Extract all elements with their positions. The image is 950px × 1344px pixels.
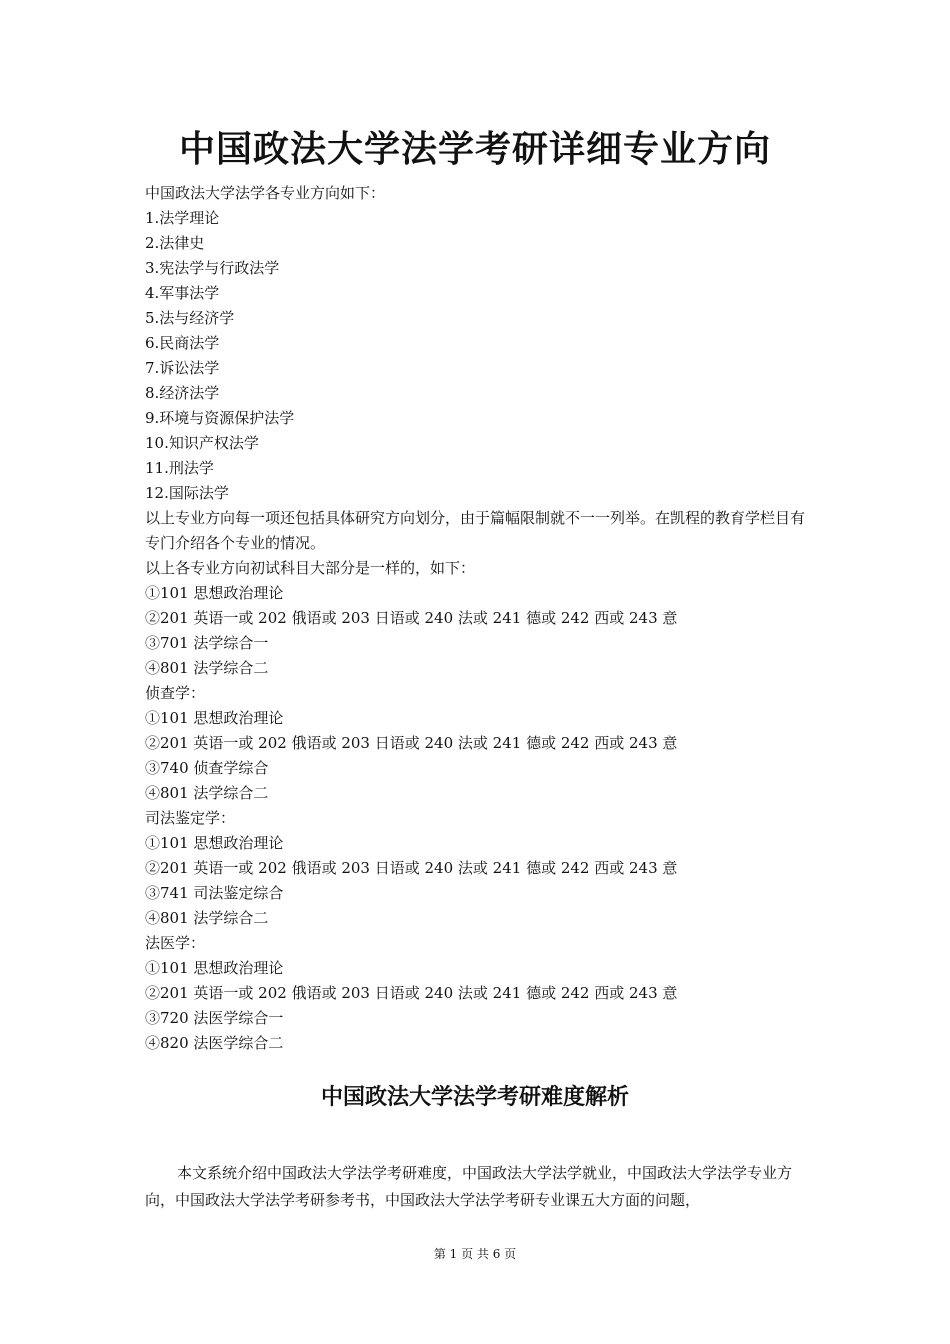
text-line: 侦查学： xyxy=(145,684,206,702)
intro-paragraph: 本文系统介绍中国政法大学法学考研难度，中国政法大学法学就业，中国政法大学法学专业方向，中国政法大学法学考研参考书，中国政法大学法学考研专业课五大方面的问题， xyxy=(145,1164,793,1209)
exam-subjects xyxy=(145,556,815,1056)
document-body xyxy=(145,181,815,1056)
text-line: ①101 思想政治理论 xyxy=(145,709,284,727)
text-line: ③701 法学综合一 xyxy=(145,634,269,652)
text-line: ④801 法学综合二 xyxy=(145,659,269,677)
text-line: ②201 英语一或 202 俄语或 203 日语或 240 法或 241 德或 242 西或 243 意 xyxy=(145,984,678,1002)
text-line: ①101 思想政治理论 xyxy=(145,834,284,852)
text-line: 12.国际法学 xyxy=(145,484,229,502)
text-line: 10.知识产权法学 xyxy=(145,434,259,452)
text-line: 2.法律史 xyxy=(145,234,205,252)
text-line: 法医学： xyxy=(145,934,206,952)
text-line: 3.宪法学与行政法学 xyxy=(145,259,280,277)
text-line: 以上各专业方向初试科目大部分是一样的，如下： xyxy=(145,559,476,577)
text-line: 中国政法大学法学各专业方向如下： xyxy=(145,184,386,202)
section-heading: 中国政法大学法学考研难度解析 xyxy=(320,1085,629,1110)
text-line: ②201 英语一或 202 俄语或 203 日语或 240 法或 241 德或 242 西或 243 意 xyxy=(145,609,678,627)
text-line: ②201 英语一或 202 俄语或 203 日语或 240 法或 241 德或 242 西或 243 意 xyxy=(145,859,678,877)
text-line: 8.经济法学 xyxy=(145,384,220,402)
specialty-list xyxy=(145,181,815,506)
text-line: 7.诉讼法学 xyxy=(145,359,220,377)
text-line: 4.军事法学 xyxy=(145,284,220,302)
text-line: ③720 法医学综合一 xyxy=(145,1009,284,1027)
text-line: 11.刑法学 xyxy=(145,459,214,477)
text-line: ①101 思想政治理论 xyxy=(145,959,284,977)
text-line: 5.法与经济学 xyxy=(145,309,235,327)
document-title: 中国政法大学法学考研详细专业方向 xyxy=(178,129,771,170)
text-line: ②201 英语一或 202 俄语或 203 日语或 240 法或 241 德或 242 西或 243 意 xyxy=(145,734,678,752)
text-line: ④820 法医学综合二 xyxy=(145,1034,284,1052)
text-line: 9.环境与资源保护法学 xyxy=(145,409,295,427)
text-line: ③740 侦查学综合 xyxy=(145,759,269,777)
text-line: 1.法学理论 xyxy=(145,209,220,227)
text-line: ④801 法学综合二 xyxy=(145,909,269,927)
text-line: ④801 法学综合二 xyxy=(145,784,269,802)
note-paragraph: 以上专业方向每一项还包括具体研究方向划分，由于篇幅限制就不一一列举。在凯程的教育学栏目有专门介绍各个专业的情况。 xyxy=(145,509,806,552)
text-line: ①101 思想政治理论 xyxy=(145,584,284,602)
text-line: ③741 司法鉴定综合 xyxy=(145,884,284,902)
text-line: 6.民商法学 xyxy=(145,334,220,352)
text-line: 司法鉴定学： xyxy=(145,809,236,827)
page-footer: 第 1 页 共 6 页 xyxy=(433,1247,517,1261)
